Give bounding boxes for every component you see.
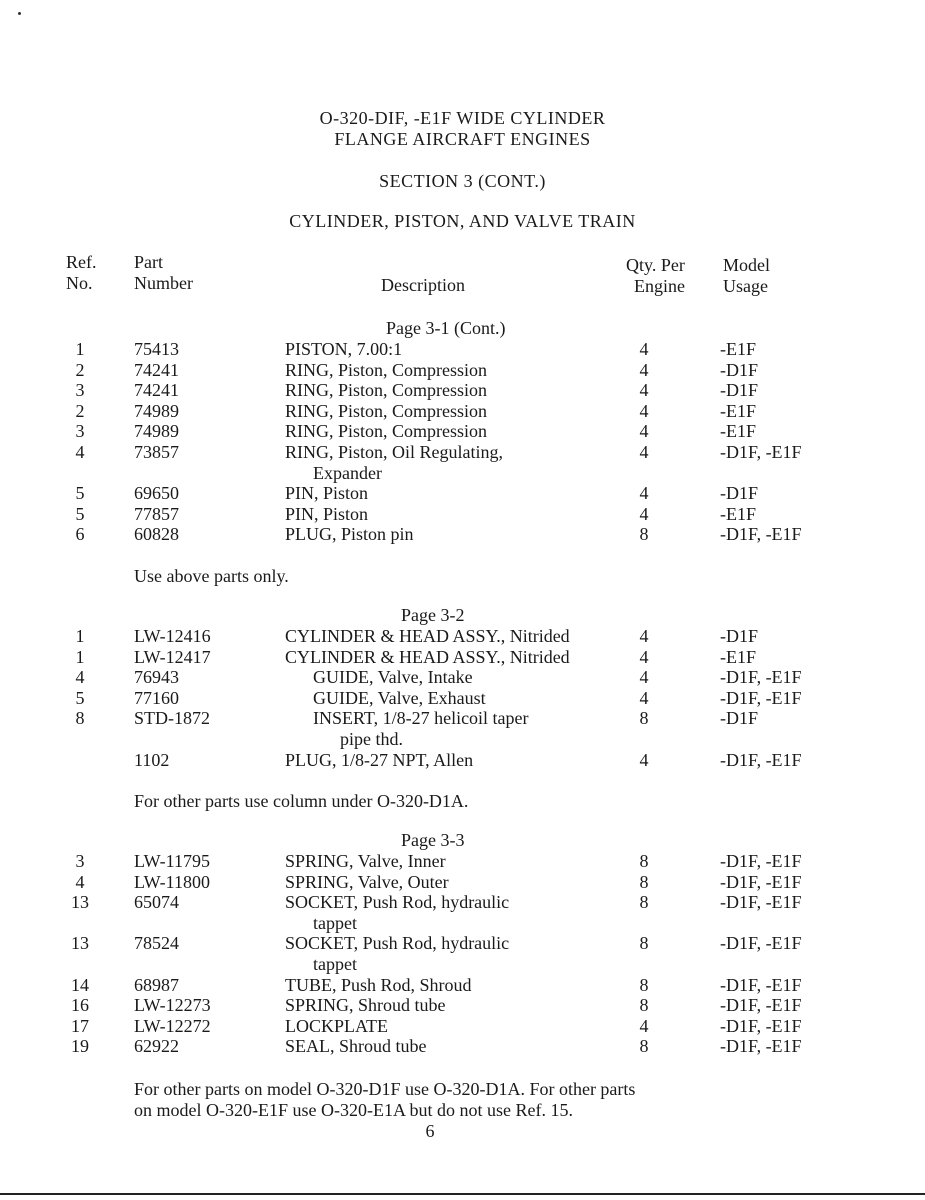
parts-row xyxy=(0,1016,925,1036)
part-number: 76943 xyxy=(134,667,179,688)
model-usage: -E1F xyxy=(720,339,756,359)
qty-per-engine: 8 xyxy=(639,995,649,1016)
group-note: Use above parts only. xyxy=(134,566,289,586)
part-description: SOCKET, Push Rod, hydraulic xyxy=(285,892,510,913)
group-heading: Page 3-3 xyxy=(401,830,465,850)
part-description: RING, Piston, Oil Regulating, xyxy=(285,442,504,462)
qty-per-engine: 4 xyxy=(639,1015,649,1036)
title-line-1: O-320-DIF, -E1F WIDE CYLINDER xyxy=(319,108,606,128)
ref-number: 1 xyxy=(75,646,85,667)
ref-number: 13 xyxy=(71,933,89,954)
part-description: CYLINDER & HEAD ASSY., Nitrided xyxy=(285,626,570,646)
ref-number: 2 xyxy=(75,400,85,421)
part-description: SEAL, Shroud tube xyxy=(285,1036,427,1057)
part-description: RING, Piston, Compression xyxy=(285,359,488,380)
ref-number: 17 xyxy=(71,1015,89,1036)
qty-per-engine: 4 xyxy=(639,400,649,421)
part-number: LW-12273 xyxy=(134,995,211,1016)
part-description: RING, Piston, Compression xyxy=(285,380,488,401)
parts-row xyxy=(0,892,925,912)
part-number: 73857 xyxy=(134,442,179,462)
ref-number: 5 xyxy=(75,483,85,504)
section-heading: SECTION 3 (CONT.) xyxy=(379,171,546,191)
model-usage: -D1F xyxy=(720,359,759,380)
parts-row xyxy=(0,708,925,728)
model-usage: -D1F, -E1F xyxy=(720,687,802,708)
parts-row xyxy=(0,851,925,871)
parts-row xyxy=(0,688,925,708)
model-usage: -D1F, -E1F xyxy=(720,749,802,770)
parts-row xyxy=(0,995,925,1015)
part-description: PIN, Piston xyxy=(285,483,369,504)
qty-per-engine: 8 xyxy=(639,974,649,995)
bottom-rule xyxy=(0,1193,925,1195)
group-heading: Page 3-1 (Cont.) xyxy=(386,318,506,338)
ref-number: 1 xyxy=(75,339,85,359)
col-ref-header-2: No. xyxy=(66,273,93,293)
group-note: For other parts use column under O-320-D1A. xyxy=(134,791,469,811)
qty-per-engine: 8 xyxy=(639,871,649,892)
part-description: GUIDE, Valve, Intake xyxy=(313,667,473,688)
qty-per-engine: 8 xyxy=(639,892,649,913)
ref-number: 4 xyxy=(75,871,85,892)
part-description: LOCKPLATE xyxy=(285,1015,388,1036)
qty-per-engine: 8 xyxy=(639,1036,649,1057)
col-part-header-1: Part xyxy=(134,252,163,272)
part-number: LW-11795 xyxy=(134,851,210,871)
part-description: PLUG, 1/8-27 NPT, Allen xyxy=(285,749,474,770)
col-model-header-1: Model xyxy=(723,255,770,275)
part-number: 1102 xyxy=(134,749,170,770)
col-part-header-2: Number xyxy=(134,273,193,293)
part-description: CYLINDER & HEAD ASSY., Nitrided xyxy=(285,646,570,667)
ref-number: 1 xyxy=(75,626,85,646)
part-number: 74241 xyxy=(134,380,179,401)
part-description-continued: Expander xyxy=(313,462,382,483)
ref-number: 4 xyxy=(75,442,85,462)
group-heading: Page 3-2 xyxy=(401,605,465,625)
part-description: GUIDE, Valve, Exhaust xyxy=(313,687,486,708)
col-qty-header-1: Qty. Per xyxy=(626,255,685,275)
part-number: 69650 xyxy=(134,483,179,504)
ref-number: 3 xyxy=(75,851,85,871)
model-usage: -D1F xyxy=(720,708,759,729)
qty-per-engine: 4 xyxy=(639,380,649,401)
model-usage: -D1F, -E1F xyxy=(720,442,802,462)
qty-per-engine: 4 xyxy=(639,667,649,688)
model-usage: -E1F xyxy=(720,421,756,442)
part-description: PISTON, 7.00:1 xyxy=(285,339,403,359)
parts-row xyxy=(0,933,925,953)
parts-row xyxy=(0,524,925,544)
parts-row-continuation xyxy=(0,954,925,974)
part-description: PLUG, Piston pin xyxy=(285,524,414,545)
qty-per-engine: 4 xyxy=(639,503,649,524)
model-usage: -D1F, -E1F xyxy=(720,524,802,545)
ref-number: 3 xyxy=(75,380,85,401)
parts-row-continuation xyxy=(0,729,925,749)
qty-per-engine: 4 xyxy=(639,749,649,770)
part-number: 60828 xyxy=(134,524,179,545)
parts-row xyxy=(0,626,925,646)
parts-row xyxy=(0,442,925,462)
parts-row xyxy=(0,504,925,524)
part-description: TUBE, Push Rod, Shroud xyxy=(285,974,472,995)
model-usage: -D1F, -E1F xyxy=(720,851,802,871)
qty-per-engine: 4 xyxy=(639,421,649,442)
part-number: 62922 xyxy=(134,1036,179,1057)
parts-row xyxy=(0,421,925,441)
model-usage: -D1F, -E1F xyxy=(720,892,802,913)
part-description-continued: pipe thd. xyxy=(340,729,403,749)
parts-row-continuation xyxy=(0,463,925,483)
part-number: 74241 xyxy=(134,359,179,380)
part-number: 74989 xyxy=(134,421,179,442)
ref-number: 5 xyxy=(75,503,85,524)
footer-note-2: on model O-320-E1F use O-320-E1A but do not use Ref. 15. xyxy=(134,1100,573,1120)
ref-number: 13 xyxy=(71,892,89,913)
part-number: 65074 xyxy=(134,892,179,913)
model-usage: -E1F xyxy=(720,400,756,421)
parts-row xyxy=(0,339,925,359)
ref-number: 4 xyxy=(75,667,85,688)
part-number: LW-12272 xyxy=(134,1015,211,1036)
ref-number: 2 xyxy=(75,359,85,380)
model-usage: -D1F, -E1F xyxy=(720,933,802,954)
part-number: 75413 xyxy=(134,339,179,359)
part-description: PIN, Piston xyxy=(285,503,369,524)
model-usage: -D1F, -E1F xyxy=(720,871,802,892)
model-usage: -E1F xyxy=(720,646,756,667)
model-usage: -D1F xyxy=(720,483,759,504)
part-description: SOCKET, Push Rod, hydraulic xyxy=(285,933,510,954)
part-number: LW-12416 xyxy=(134,626,211,646)
parts-row xyxy=(0,975,925,995)
part-description-continued: tappet xyxy=(313,954,357,974)
part-description: SPRING, Valve, Outer xyxy=(285,871,449,892)
parts-row xyxy=(0,750,925,770)
page-number: 6 xyxy=(425,1121,435,1141)
part-number: LW-11800 xyxy=(134,871,210,892)
footer-note-1: For other parts on model O-320-D1F use O-320-D1A. For other parts xyxy=(134,1079,636,1099)
scan-mark xyxy=(18,12,21,15)
qty-per-engine: 4 xyxy=(639,359,649,380)
part-description: SPRING, Valve, Inner xyxy=(285,851,446,871)
model-usage: -D1F, -E1F xyxy=(720,1036,802,1057)
model-usage: -D1F, -E1F xyxy=(720,1015,802,1036)
model-usage: -D1F, -E1F xyxy=(720,995,802,1016)
part-description-continued: tappet xyxy=(313,912,357,933)
parts-row xyxy=(0,647,925,667)
ref-number: 5 xyxy=(75,687,85,708)
model-usage: -D1F xyxy=(720,626,759,646)
qty-per-engine: 8 xyxy=(639,851,649,871)
col-ref-header-1: Ref. xyxy=(66,252,97,272)
parts-row xyxy=(0,872,925,892)
parts-row xyxy=(0,1036,925,1056)
col-desc-header: Description xyxy=(381,275,465,295)
parts-row-continuation xyxy=(0,913,925,933)
model-usage: -E1F xyxy=(720,503,756,524)
qty-per-engine: 8 xyxy=(639,708,649,729)
title-line-2: FLANGE AIRCRAFT ENGINES xyxy=(334,129,591,149)
parts-row xyxy=(0,483,925,503)
qty-per-engine: 4 xyxy=(639,646,649,667)
qty-per-engine: 4 xyxy=(639,442,649,462)
ref-number: 16 xyxy=(71,995,89,1016)
qty-per-engine: 4 xyxy=(639,687,649,708)
part-description: INSERT, 1/8-27 helicoil taper xyxy=(313,708,529,729)
part-number: 74989 xyxy=(134,400,179,421)
part-number: 77857 xyxy=(134,503,179,524)
ref-number: 8 xyxy=(75,708,85,729)
part-description: RING, Piston, Compression xyxy=(285,400,488,421)
model-usage: -D1F, -E1F xyxy=(720,667,802,688)
model-usage: -D1F, -E1F xyxy=(720,974,802,995)
part-number: 78524 xyxy=(134,933,179,954)
part-description: SPRING, Shroud tube xyxy=(285,995,446,1016)
ref-number: 3 xyxy=(75,421,85,442)
parts-row xyxy=(0,667,925,687)
parts-row xyxy=(0,401,925,421)
ref-number: 14 xyxy=(71,974,89,995)
part-number: STD-1872 xyxy=(134,708,210,729)
ref-number: 6 xyxy=(75,524,85,545)
parts-row xyxy=(0,360,925,380)
qty-per-engine: 8 xyxy=(639,524,649,545)
subtitle: CYLINDER, PISTON, AND VALVE TRAIN xyxy=(289,211,636,231)
part-number: LW-12417 xyxy=(134,646,211,667)
qty-per-engine: 4 xyxy=(639,339,649,359)
part-description: RING, Piston, Compression xyxy=(285,421,488,442)
qty-per-engine: 4 xyxy=(639,483,649,504)
ref-number: 19 xyxy=(71,1036,89,1057)
part-number: 77160 xyxy=(134,687,179,708)
part-number: 68987 xyxy=(134,974,179,995)
qty-per-engine: 8 xyxy=(639,933,649,954)
col-model-header-2: Usage xyxy=(723,276,768,296)
parts-row xyxy=(0,380,925,400)
model-usage: -D1F xyxy=(720,380,759,401)
qty-per-engine: 4 xyxy=(639,626,649,646)
col-qty-header-2: Engine xyxy=(634,276,685,296)
